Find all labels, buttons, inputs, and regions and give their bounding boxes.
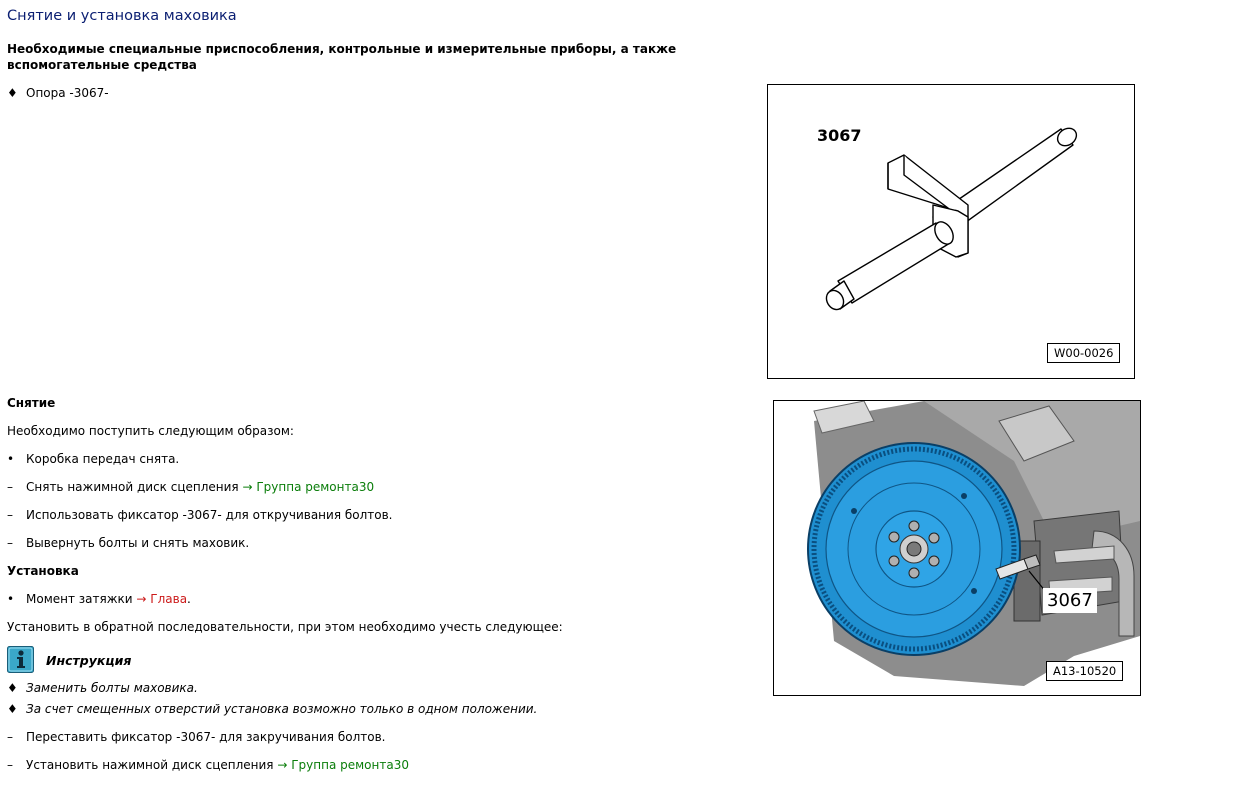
final-step-text: Переставить фиксатор -3067- для закручивания болтов. — [26, 730, 386, 744]
figure-label-3067: 3067 — [1043, 588, 1097, 613]
dash-marker: – — [7, 508, 13, 522]
tools-heading: Необходимые специальные приспособления, контрольные и измерительные приборы, а также вспомогательные средства — [7, 42, 677, 72]
removal-condition-text: Коробка передач снята. — [26, 452, 180, 466]
dash-marker: – — [7, 730, 13, 744]
removal-condition — [7, 452, 179, 466]
torque-end: . — [187, 592, 191, 606]
info-icon — [7, 646, 34, 673]
diamond-marker: ♦ — [7, 702, 18, 716]
figure-flywheel — [773, 400, 1141, 696]
removal-step-text: Снять нажимной диск сцепления — [26, 480, 243, 494]
final-step — [7, 730, 385, 744]
torque-line — [7, 592, 191, 606]
final-step-text: Установить нажимной диск сцепления — [26, 758, 278, 772]
removal-step-text: Использовать фиксатор -3067- для откручивания болтов. — [26, 508, 393, 522]
install-reverse: Установить в обратной последовательности, при этом необходимо учесть следующее: — [7, 620, 563, 634]
removal-step-text: Вывернуть болты и снять маховик. — [26, 536, 250, 550]
figure-label-3067: 3067 — [817, 126, 862, 145]
dash-marker: – — [7, 758, 13, 772]
tool-item-text: Опора -3067- — [26, 86, 109, 100]
note-item-text: За счет смещенных отверстий установка возможно только в одном положении. — [26, 702, 538, 716]
figure-tool-3067 — [767, 84, 1135, 379]
removal-heading: Снятие — [7, 396, 56, 410]
note-item — [7, 702, 537, 716]
tool-item — [7, 86, 109, 100]
removal-step — [7, 480, 374, 494]
dash-marker: – — [7, 480, 13, 494]
removal-step — [7, 508, 393, 522]
bullet-marker: • — [7, 452, 15, 466]
repair-group-30-link[interactable]: → Группа ремонта30 — [277, 758, 409, 772]
final-step — [7, 758, 409, 772]
figure-code: A13-10520 — [1046, 661, 1123, 681]
install-heading: Установка — [7, 564, 79, 578]
note-title: Инструкция — [46, 653, 132, 668]
removal-intro: Необходимо поступить следующим образом: — [7, 424, 294, 438]
note-item — [7, 681, 198, 695]
flywheel-drawing — [774, 401, 1140, 695]
repair-group-30-link[interactable]: → Группа ремонта30 — [242, 480, 375, 494]
torque-text: Момент затяжки — [26, 592, 137, 606]
page-title: Снятие и установка маховика — [7, 8, 237, 24]
chapter-link[interactable]: → Глава — [136, 592, 188, 606]
removal-step — [7, 536, 249, 550]
diamond-marker: ♦ — [7, 681, 18, 695]
dash-marker: – — [7, 536, 13, 550]
figure-code: W00-0026 — [1047, 343, 1120, 363]
diamond-marker: ♦ — [7, 86, 18, 100]
note-item-text: Заменить болты маховика. — [26, 681, 198, 695]
bullet-marker: • — [7, 592, 15, 606]
